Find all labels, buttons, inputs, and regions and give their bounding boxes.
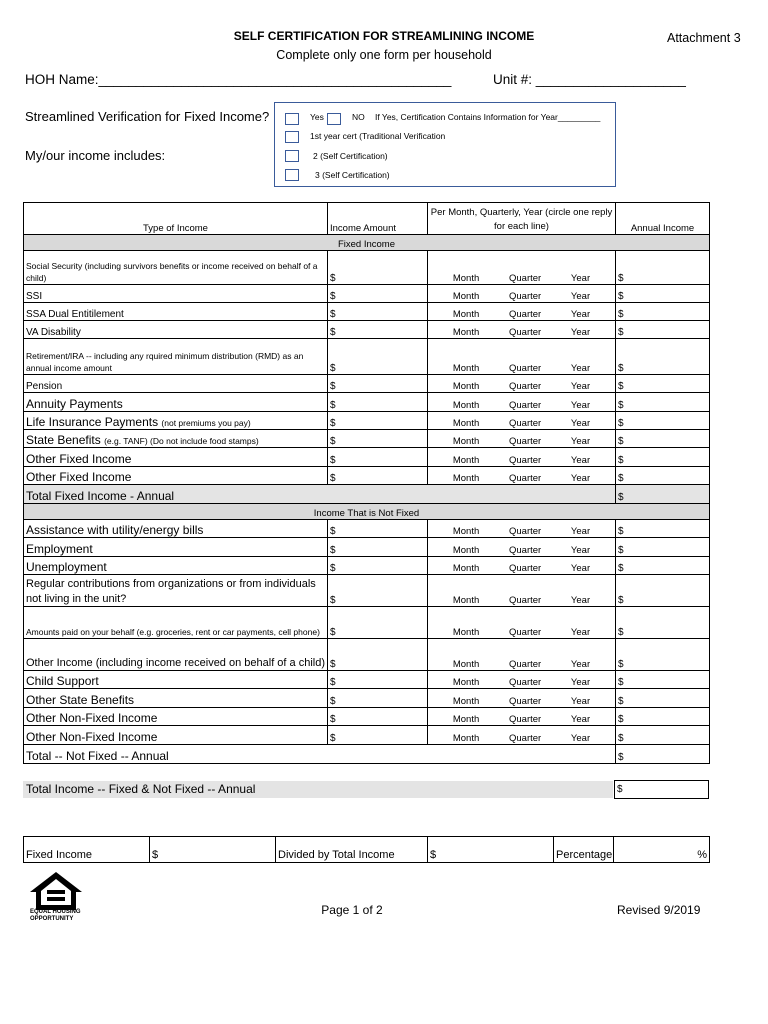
total-fixed-label: Total Fixed Income - Annual <box>24 485 616 504</box>
not-fixed-income-row <box>24 607 710 639</box>
not-fixed-income-label: Other State Benefits <box>24 689 328 708</box>
not-fixed-income-label: Assistance with utility/energy bills <box>24 520 328 538</box>
fixed-income-frequency <box>428 412 616 430</box>
total-not-fixed-label: Total -- Not Fixed -- Annual <box>24 745 616 764</box>
frequency-year-option[interactable]: Year <box>570 473 591 484</box>
not-fixed-income-frequency <box>428 708 616 726</box>
frequency-month-option[interactable]: Month <box>452 473 480 484</box>
frequency-year-option[interactable]: Year <box>570 455 591 466</box>
frequency-quarter-option[interactable]: Quarter <box>508 696 542 707</box>
header-amount: Income Amount <box>328 203 428 235</box>
frequency-year-option[interactable]: Year <box>570 595 591 606</box>
frequency-year-option[interactable]: Year <box>570 677 591 688</box>
not-fixed-income-label: Other Non-Fixed Income <box>24 708 328 726</box>
yes-label: Yes <box>310 112 324 122</box>
not-fixed-income-amount-input[interactable]: $ <box>328 557 428 575</box>
frequency-quarter-option[interactable]: Quarter <box>508 291 542 302</box>
frequency-quarter-option[interactable]: Quarter <box>508 526 542 537</box>
first-year-checkbox[interactable] <box>285 131 299 143</box>
revision-date: Revised 9/2019 <box>617 903 701 917</box>
fixed-income-amount-input[interactable]: $ <box>328 321 428 339</box>
yes-checkbox[interactable] <box>285 113 299 125</box>
not-fixed-income-annual-input[interactable]: $ <box>616 671 710 689</box>
fixed-income-frequency <box>428 467 616 485</box>
not-fixed-income-row <box>24 557 710 575</box>
income-includes-label: My/our income includes: <box>25 148 166 163</box>
frequency-month-option[interactable]: Month <box>452 696 480 707</box>
form-subtitle: Complete only one form per household <box>276 48 492 62</box>
fixed-income-frequency <box>428 430 616 448</box>
frequency-quarter-option[interactable]: Quarter <box>508 455 542 466</box>
fixed-income-frequency <box>428 303 616 321</box>
frequency-year-option[interactable]: Year <box>570 309 591 320</box>
not-fixed-income-row <box>24 726 710 745</box>
not-fixed-income-frequency <box>428 671 616 689</box>
frequency-month-option[interactable]: Month <box>452 381 480 392</box>
frequency-quarter-option[interactable]: Quarter <box>508 473 542 484</box>
fixed-income-row <box>24 467 710 485</box>
not-fixed-income-frequency <box>428 639 616 671</box>
year-3-checkbox[interactable] <box>285 169 299 181</box>
frequency-month-option[interactable]: Month <box>452 400 480 411</box>
fixed-income-amount-input[interactable]: $ <box>328 412 428 430</box>
attachment-label: Attachment 3 <box>667 31 741 45</box>
year-2-checkbox[interactable] <box>285 150 299 162</box>
not-fixed-income-label: Other Non-Fixed Income <box>24 726 328 745</box>
not-fixed-income-annual-input[interactable]: $ <box>616 538 710 557</box>
frequency-quarter-option[interactable]: Quarter <box>508 714 542 725</box>
frequency-month-option[interactable]: Month <box>452 363 480 374</box>
not-fixed-income-annual-input[interactable]: $ <box>616 726 710 745</box>
not-fixed-income-label: Amounts paid on your behalf (e.g. groceries, rent or car payments, cell phone) <box>24 607 328 639</box>
not-fixed-income-frequency <box>428 607 616 639</box>
fixed-income-label: SSA Dual Entitilement <box>24 303 328 321</box>
header-frequency: Per Month, Quarterly, Year (circle one reply for each line) <box>428 203 616 235</box>
frequency-month-option[interactable]: Month <box>452 436 480 447</box>
frequency-year-option[interactable]: Year <box>570 363 591 374</box>
frequency-year-option[interactable]: Year <box>570 381 591 392</box>
not-fixed-income-amount-input[interactable]: $ <box>328 538 428 557</box>
fixed-income-amount-input[interactable]: $ <box>328 430 428 448</box>
frequency-year-option[interactable]: Year <box>570 436 591 447</box>
fixed-income-annual-input[interactable]: $ <box>616 430 710 448</box>
fixed-income-frequency <box>428 393 616 412</box>
frequency-month-option[interactable]: Month <box>452 455 480 466</box>
frequency-quarter-option[interactable]: Quarter <box>508 273 542 284</box>
fixed-income-annual-input[interactable]: $ <box>616 393 710 412</box>
frequency-month-option[interactable]: Month <box>452 291 480 302</box>
not-fixed-income-amount-input[interactable]: $ <box>328 639 428 671</box>
not-fixed-income-amount-input[interactable]: $ <box>328 520 428 538</box>
certification-options-box <box>274 102 616 187</box>
calc-percentage-label: Percentage <box>554 837 614 863</box>
fixed-income-label: Annuity Payments <box>24 393 328 412</box>
grand-total-label: Total Income -- Fixed & Not Fixed -- Annual <box>23 781 613 798</box>
fixed-income-row <box>24 251 710 285</box>
fixed-income-label: Other Fixed Income <box>24 448 328 467</box>
frequency-year-option[interactable]: Year <box>570 400 591 411</box>
first-year-label: 1st year cert (Traditional Verification <box>310 131 446 141</box>
frequency-year-option[interactable]: Year <box>570 418 591 429</box>
fixed-income-label: VA Disability <box>24 321 328 339</box>
frequency-quarter-option[interactable]: Quarter <box>508 733 542 744</box>
frequency-year-option[interactable]: Year <box>570 327 591 338</box>
page-number: Page 1 of 2 <box>321 903 383 917</box>
not-fixed-income-row <box>24 708 710 726</box>
equal-housing-text: EQUAL HOUSING OPPORTUNITY <box>30 909 81 922</box>
frequency-year-option[interactable]: Year <box>570 627 591 638</box>
frequency-month-option[interactable]: Month <box>452 545 480 556</box>
frequency-year-option[interactable]: Year <box>570 714 591 725</box>
total-not-fixed-value[interactable]: $ <box>616 745 710 764</box>
fixed-income-row <box>24 430 710 448</box>
if-yes-year-field[interactable]: If Yes, Certification Contains Information for Year_________ <box>375 112 601 122</box>
fixed-income-frequency <box>428 448 616 467</box>
not-fixed-income-amount-input[interactable]: $ <box>328 689 428 708</box>
fixed-income-row <box>24 393 710 412</box>
not-fixed-income-amount-input[interactable]: $ <box>328 671 428 689</box>
fixed-income-annual-input[interactable]: $ <box>616 251 710 285</box>
fixed-income-amount-input[interactable]: $ <box>328 448 428 467</box>
calc-fixed-label: Fixed Income <box>24 837 150 863</box>
not-fixed-income-row <box>24 671 710 689</box>
year-2-label: 2 (Self Certification) <box>313 151 388 161</box>
fixed-income-label: Social Security (including survivors benefits or income received on behalf of a child) <box>24 251 328 285</box>
frequency-quarter-option[interactable]: Quarter <box>508 381 542 392</box>
fixed-income-label: Life Insurance Payments (not premiums you pay) <box>24 412 328 430</box>
frequency-year-option[interactable]: Year <box>570 526 591 537</box>
fixed-income-row <box>24 339 710 375</box>
not-fixed-income-row <box>24 689 710 708</box>
not-fixed-income-annual-input[interactable]: $ <box>616 520 710 538</box>
fixed-income-frequency <box>428 251 616 285</box>
frequency-month-option[interactable]: Month <box>452 327 480 338</box>
fixed-income-frequency <box>428 375 616 393</box>
not-fixed-income-frequency <box>428 557 616 575</box>
fixed-income-frequency <box>428 321 616 339</box>
fixed-income-label: Retirement/IRA -- including any rquired minimum distribution (RMD) as an annual income amount <box>24 339 328 375</box>
frequency-month-option[interactable]: Month <box>452 273 480 284</box>
income-table <box>23 202 710 764</box>
fixed-income-row <box>24 448 710 467</box>
frequency-quarter-option[interactable]: Quarter <box>508 418 542 429</box>
not-fixed-income-annual-input[interactable]: $ <box>616 689 710 708</box>
fixed-income-annual-input[interactable]: $ <box>616 375 710 393</box>
frequency-month-option[interactable]: Month <box>452 714 480 725</box>
frequency-quarter-option[interactable]: Quarter <box>508 627 542 638</box>
calc-percentage-value[interactable]: % <box>614 837 710 863</box>
frequency-quarter-option[interactable]: Quarter <box>508 436 542 447</box>
year-3-label: 3 (Self Certification) <box>315 170 390 180</box>
frequency-quarter-option[interactable]: Quarter <box>508 363 542 374</box>
fixed-income-annual-input[interactable]: $ <box>616 285 710 303</box>
streamlined-question: Streamlined Verification for Fixed Income? <box>25 109 270 124</box>
not-fixed-income-row <box>24 520 710 538</box>
fixed-income-annual-input[interactable]: $ <box>616 321 710 339</box>
fixed-income-label: State Benefits (e.g. TANF) (Do not include food stamps) <box>24 430 328 448</box>
not-fixed-income-frequency <box>428 726 616 745</box>
frequency-quarter-option[interactable]: Quarter <box>508 563 542 574</box>
frequency-year-option[interactable]: Year <box>570 291 591 302</box>
hoh-name-field[interactable]: HOH Name:_______________________________________________ <box>25 72 452 87</box>
total-fixed-value[interactable]: $ <box>616 485 710 504</box>
frequency-month-option[interactable]: Month <box>452 733 480 744</box>
frequency-year-option[interactable]: Year <box>570 659 591 670</box>
fixed-income-label: Pension <box>24 375 328 393</box>
no-checkbox[interactable] <box>327 113 341 125</box>
not-fixed-income-label: Unemployment <box>24 557 328 575</box>
frequency-year-option[interactable]: Year <box>570 696 591 707</box>
unit-number-field[interactable]: Unit #: ____________________ <box>493 72 686 87</box>
percentage-calculation <box>23 836 710 863</box>
not-fixed-income-frequency <box>428 538 616 557</box>
frequency-year-option[interactable]: Year <box>570 733 591 744</box>
not-fixed-income-annual-input[interactable]: $ <box>616 708 710 726</box>
fixed-income-row <box>24 321 710 339</box>
frequency-month-option[interactable]: Month <box>452 563 480 574</box>
not-fixed-income-annual-input[interactable]: $ <box>616 575 710 607</box>
calc-fixed-value[interactable]: $ <box>150 837 276 863</box>
grand-total-value[interactable]: $ <box>614 780 709 799</box>
frequency-year-option[interactable]: Year <box>570 545 591 556</box>
fixed-income-amount-input[interactable]: $ <box>328 339 428 375</box>
not-fixed-income-label: Regular contributions from organizations or from individuals not living in the unit? <box>24 575 328 607</box>
fixed-income-row <box>24 303 710 321</box>
fixed-income-annual-input[interactable]: $ <box>616 448 710 467</box>
fixed-income-row <box>24 285 710 303</box>
not-fixed-income-row <box>24 639 710 671</box>
not-fixed-income-frequency <box>428 575 616 607</box>
fixed-income-amount-input[interactable]: $ <box>328 375 428 393</box>
frequency-month-option[interactable]: Month <box>452 309 480 320</box>
not-fixed-income-amount-input[interactable]: $ <box>328 607 428 639</box>
frequency-quarter-option[interactable]: Quarter <box>508 400 542 411</box>
not-fixed-income-amount-input[interactable]: $ <box>328 575 428 607</box>
fixed-income-annual-input[interactable]: $ <box>616 339 710 375</box>
frequency-month-option[interactable]: Month <box>452 595 480 606</box>
fixed-income-annual-input[interactable]: $ <box>616 303 710 321</box>
frequency-year-option[interactable]: Year <box>570 273 591 284</box>
not-fixed-income-amount-input[interactable]: $ <box>328 708 428 726</box>
fixed-income-label: Other Fixed Income <box>24 467 328 485</box>
fixed-income-label: SSI <box>24 285 328 303</box>
fixed-income-amount-input[interactable]: $ <box>328 393 428 412</box>
section-not-fixed-income: Income That is Not Fixed <box>24 504 710 520</box>
not-fixed-income-row <box>24 575 710 607</box>
not-fixed-income-frequency <box>428 689 616 708</box>
not-fixed-income-label: Employment <box>24 538 328 557</box>
fixed-income-row <box>24 412 710 430</box>
frequency-quarter-option[interactable]: Quarter <box>508 677 542 688</box>
not-fixed-income-label: Other Income (including income received on behalf of a child) <box>24 639 328 671</box>
no-label: NO <box>352 112 365 122</box>
frequency-year-option[interactable]: Year <box>570 563 591 574</box>
not-fixed-income-row <box>24 538 710 557</box>
fixed-income-annual-input[interactable]: $ <box>616 412 710 430</box>
not-fixed-income-amount-input[interactable]: $ <box>328 726 428 745</box>
form-title: SELF CERTIFICATION FOR STREAMLINING INCOME <box>233 29 535 43</box>
frequency-quarter-option[interactable]: Quarter <box>508 309 542 320</box>
fixed-income-amount-input[interactable]: $ <box>328 251 428 285</box>
frequency-month-option[interactable]: Month <box>452 627 480 638</box>
not-fixed-income-annual-input[interactable]: $ <box>616 639 710 671</box>
fixed-income-annual-input[interactable]: $ <box>616 467 710 485</box>
calc-divided-label: Divided by Total Income <box>276 837 428 863</box>
frequency-month-option[interactable]: Month <box>452 418 480 429</box>
not-fixed-income-annual-input[interactable]: $ <box>616 607 710 639</box>
fixed-income-frequency <box>428 339 616 375</box>
fixed-income-amount-input[interactable]: $ <box>328 303 428 321</box>
calc-total-value[interactable]: $ <box>428 837 554 863</box>
fixed-income-row <box>24 375 710 393</box>
frequency-quarter-option[interactable]: Quarter <box>508 545 542 556</box>
header-type: Type of Income <box>24 203 328 235</box>
frequency-month-option[interactable]: Month <box>452 526 480 537</box>
not-fixed-income-label: Child Support <box>24 671 328 689</box>
section-fixed-income: Fixed Income <box>24 235 710 251</box>
frequency-quarter-option[interactable]: Quarter <box>508 327 542 338</box>
fixed-income-amount-input[interactable]: $ <box>328 285 428 303</box>
not-fixed-income-frequency <box>428 520 616 538</box>
fixed-income-amount-input[interactable]: $ <box>328 467 428 485</box>
frequency-quarter-option[interactable]: Quarter <box>508 595 542 606</box>
frequency-month-option[interactable]: Month <box>452 659 480 670</box>
header-annual: Annual Income <box>616 203 710 235</box>
frequency-month-option[interactable]: Month <box>452 677 480 688</box>
not-fixed-income-annual-input[interactable]: $ <box>616 557 710 575</box>
fixed-income-frequency <box>428 285 616 303</box>
frequency-quarter-option[interactable]: Quarter <box>508 659 542 670</box>
